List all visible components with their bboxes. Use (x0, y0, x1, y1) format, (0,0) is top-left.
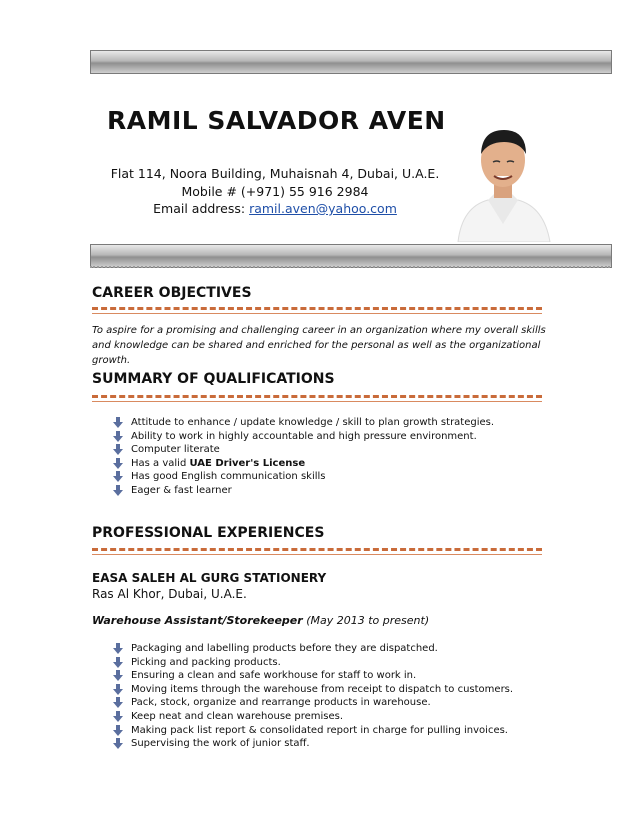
career-objectives-heading: CAREER OBJECTIVES (92, 285, 252, 301)
arrow-down-bullet-icon (112, 471, 124, 483)
profile-photo (448, 112, 558, 242)
email-label: Email address: (153, 201, 250, 216)
arrow-down-bullet-icon (112, 725, 124, 737)
arrow-down-bullet-icon (112, 485, 124, 497)
duties-list (112, 642, 513, 751)
list-item: Packaging and labelling products before they are dispatched. (112, 642, 513, 656)
arrow-down-bullet-icon (112, 738, 124, 750)
summary-rule (92, 395, 542, 398)
list-item: Supervising the work of junior staff. (112, 737, 513, 751)
arrow-down-bullet-icon (112, 684, 124, 696)
summary-list (112, 416, 494, 498)
arrow-down-bullet-icon (112, 697, 124, 709)
job-title (92, 614, 429, 627)
list-item: Has good English communication skills (112, 470, 494, 484)
summary-rule-thin (92, 401, 542, 402)
list-item: Attitude to enhance / update knowledge / skill to plan growth strategies. (112, 416, 494, 430)
period: (May 2013 to present) (302, 614, 430, 627)
header-top-bar (90, 50, 612, 74)
arrow-down-bullet-icon (112, 643, 124, 655)
header-bottom-bar (90, 244, 612, 268)
list-item: Picking and packing products. (112, 656, 513, 670)
career-rule (92, 307, 542, 310)
email-line (110, 201, 440, 216)
career-rule-thin (92, 313, 542, 314)
dotted-divider (90, 266, 610, 270)
list-item: Moving items through the warehouse from receipt to dispatch to customers. (112, 683, 513, 697)
list-item: Eager & fast learner (112, 484, 494, 498)
summary-heading: SUMMARY OF QUALIFICATIONS (92, 371, 335, 387)
list-item: Making pack list report & consolidated report in charge for pulling invoices. (112, 724, 513, 738)
list-item: Has a valid UAE Driver's License (112, 457, 494, 471)
arrow-down-bullet-icon (112, 417, 124, 429)
arrow-down-bullet-icon (112, 670, 124, 682)
address: Flat 114, Noora Building, Muhaisnah 4, Dubai, U.A.E. (110, 166, 440, 181)
email-link[interactable]: ramil.aven@yahoo.com (249, 201, 397, 216)
experience-rule-thin (92, 554, 542, 555)
arrow-down-bullet-icon (112, 444, 124, 456)
list-item: Ability to work in highly accountable and high pressure environment. (112, 430, 494, 444)
list-item: Pack, stock, organize and rearrange products in warehouse. (112, 696, 513, 710)
experience-rule (92, 548, 542, 551)
arrow-down-bullet-icon (112, 431, 124, 443)
list-item: Ensuring a clean and safe workhouse for staff to work in. (112, 669, 513, 683)
position: Warehouse Assistant/Storekeeper (92, 614, 303, 627)
candidate-name: RAMIL SALVADOR AVEN (107, 106, 446, 135)
license-bold: UAE Driver's License (189, 457, 306, 469)
list-item: Keep neat and clean warehouse premises. (112, 710, 513, 724)
mobile-number: Mobile # (+971) 55 916 2984 (181, 184, 369, 199)
experience-heading: PROFESSIONAL EXPERIENCES (92, 525, 325, 541)
arrow-down-bullet-icon (112, 657, 124, 669)
list-item: Computer literate (112, 443, 494, 457)
career-objective-text: To aspire for a promising and challenging career in an organization where my overall skills and knowledge can be shared and enriched for the personal as well as the organizational growth. (92, 325, 546, 366)
arrow-down-bullet-icon (112, 458, 124, 470)
company-location: Ras Al Khor, Dubai, U.A.E. (92, 587, 247, 601)
arrow-down-bullet-icon (112, 711, 124, 723)
company-name: EASA SALEH AL GURG STATIONERY (92, 571, 327, 585)
